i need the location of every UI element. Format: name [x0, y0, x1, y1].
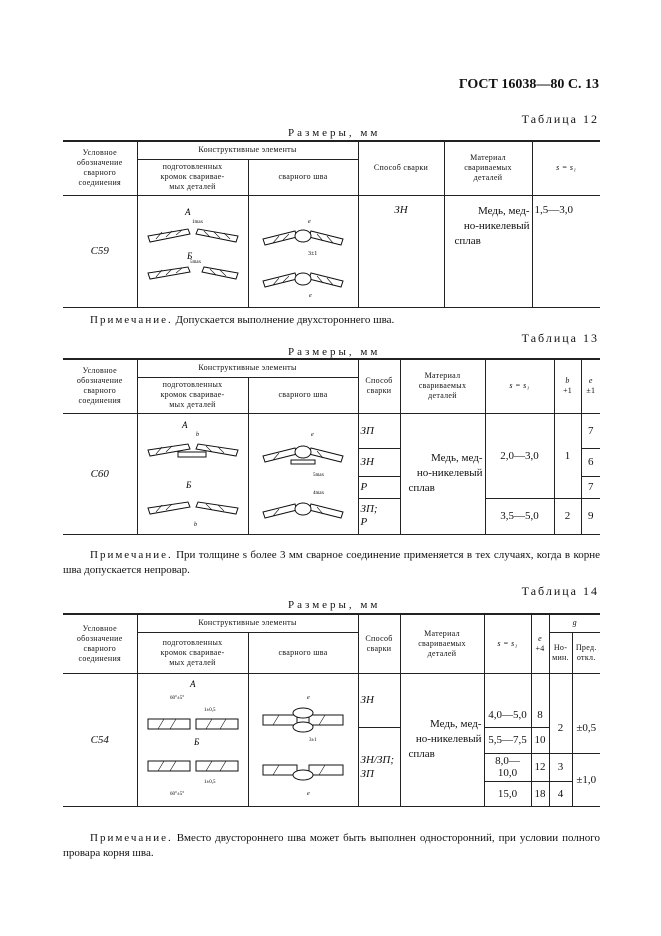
label-1max: 1max [192, 220, 204, 225]
table14-title: Таблица 14 [521, 584, 599, 598]
label-e: e [311, 431, 314, 438]
s-header: s = s₁ [485, 359, 554, 413]
c59-edges-drawing [140, 201, 245, 301]
s-value: 1,5—3,0 [532, 195, 600, 307]
e-header: e +4 [531, 614, 549, 673]
method-1: ЗН [358, 673, 400, 727]
e-value-4: 9 [581, 498, 600, 534]
label-bb: Б [186, 479, 192, 490]
edges-header: подготовленных кромок сваривае- мых деталей [137, 159, 248, 195]
label-3pm1: 3±1 [308, 251, 318, 257]
label-f05-a: 1±0,5 [204, 707, 216, 713]
seam-header: сварного шва [248, 632, 358, 673]
s-header: s = s₁ [532, 141, 600, 195]
label-e2: e [307, 790, 310, 797]
seam-header: сварного шва [248, 159, 358, 195]
e-value-2: 10 [531, 727, 549, 753]
designation-header: Условное обозначение сварного соединения [63, 141, 137, 195]
method-4: ЗП; Р [358, 498, 400, 534]
e-header: e ±1 [581, 359, 600, 413]
c59-seam-drawing [253, 199, 353, 303]
e-value-1: 7 [581, 413, 600, 448]
material-header: Материал свариваемых деталей [400, 614, 484, 673]
material-cell: Медь, мед- но-никелевый сплав [444, 195, 532, 307]
designation-header: Условное обозначение сварного соединения [63, 359, 137, 413]
material-header: Материал свариваемых деталей [444, 141, 532, 195]
e-value-3: 12 [531, 753, 549, 781]
method-header: Способ сварки [358, 614, 400, 673]
c60-seam-drawing [253, 414, 353, 534]
seam-drawing [248, 195, 358, 307]
c54-edges-drawing [140, 675, 245, 805]
joint-code: С59 [63, 195, 137, 307]
table12-title: Таблица 12 [521, 112, 599, 126]
table13-title: Таблица 13 [521, 331, 599, 345]
e-value-2: 6 [581, 448, 600, 476]
s-value-2: 5,5—7,5 [484, 727, 531, 753]
g-dev-1: ±0,5 [572, 703, 600, 753]
g-header: g [549, 614, 600, 632]
method-2: ЗН/ЗП; ЗП [358, 727, 400, 806]
method-2: ЗН [358, 448, 400, 476]
g-nom-header: Но- мин. [549, 632, 572, 673]
edges-drawing [137, 413, 248, 534]
e-value-1: 8 [531, 703, 549, 727]
seam-drawing [248, 413, 358, 534]
e-value-3: 7 [581, 476, 600, 498]
elements-header: Конструктивные элементы [137, 141, 358, 159]
label-a: А [190, 678, 196, 689]
label-a: А [182, 419, 188, 430]
method-3: Р [358, 476, 400, 498]
label-e2: e [309, 293, 312, 299]
c60-edges-drawing [140, 414, 245, 534]
label-5max: 5max [313, 472, 325, 478]
material-cell: Медь, мед- но-никелевый сплав [400, 413, 485, 534]
edges-drawing [137, 195, 248, 307]
joint-code: С54 [63, 673, 137, 806]
label-deg-b: 60°±5° [170, 791, 185, 797]
table13 [63, 358, 600, 535]
material-header: Материал свариваемых деталей [400, 359, 485, 413]
label-e: e [308, 219, 311, 225]
table14 [63, 613, 600, 807]
c54-seam-drawing [253, 675, 353, 805]
edges-drawing [137, 673, 248, 806]
table14-note: Примечание. Вместо двустороннего шва может быть выполнен односторонний, при условии полного провара корня шва. [63, 832, 600, 859]
edges-header: подготовленных кромок сваривае- мых деталей [137, 632, 248, 673]
g-nom-1: 2 [549, 703, 572, 753]
method-1: ЗП [358, 413, 400, 448]
label-4max: 4max [313, 490, 325, 496]
label-b: b [196, 431, 199, 438]
e-value-4: 18 [531, 781, 549, 806]
label-b: Б [194, 736, 200, 747]
table14-dims: Размеры, мм [288, 599, 381, 611]
label-3pm1: 3±1 [309, 737, 317, 743]
s-header: s = s₁ [484, 614, 531, 673]
b-header: b +1 [554, 359, 581, 413]
weld-method: ЗН [358, 195, 444, 307]
g-dev-2: ±1,0 [572, 753, 600, 806]
method-header: Способ сварки [358, 359, 400, 413]
material-cell: Медь, мед- но-никелевый сплав [400, 673, 484, 806]
joint-code: С60 [63, 413, 137, 534]
label-deg-a: 60°±5° [170, 695, 185, 701]
table12-note: Примечание. Допускается выполнение двухстороннего шва. [90, 314, 395, 326]
elements-header: Конструктивные элементы [137, 359, 358, 377]
seam-header: сварного шва [248, 377, 358, 413]
designation-header: Условное обозначение сварного соединения [63, 614, 137, 673]
table13-dims: Размеры, мм [288, 346, 381, 358]
g-nom-2: 3 [549, 753, 572, 781]
method-header: Способ сварки [358, 141, 444, 195]
s-value-4: 15,0 [484, 781, 531, 806]
label-5max: 5max [190, 260, 202, 265]
elements-header: Конструктивные элементы [137, 614, 358, 632]
table13-note: Примечание. При толщине s более 3 мм сварное соединение применяется в тех случаях, когда в корне шва допускается непровар. [63, 549, 601, 576]
s-value-3: 8,0—10,0 [484, 753, 531, 781]
label-b: Б [187, 251, 193, 261]
g-dev-header: Пред. откл. [572, 632, 600, 673]
table12-dims: Размеры, мм [288, 127, 381, 139]
s-value-2: 3,5—5,0 [485, 498, 554, 534]
table12 [63, 140, 600, 308]
b-value-1: 1 [554, 413, 581, 498]
s-value-1: 2,0—3,0 [485, 413, 554, 498]
page-header: ГОСТ 16038—80 С. 13 [458, 77, 599, 92]
edges-header: подготовленных кромок сваривае- мых деталей [137, 377, 248, 413]
b-value-2: 2 [554, 498, 581, 534]
g-nom-3: 4 [549, 781, 572, 806]
label-f05-b: 1±0,5 [204, 779, 216, 785]
label-a: А [185, 207, 191, 217]
seam-drawing [248, 673, 358, 806]
label-e: e [307, 694, 310, 701]
label-b2: b [194, 521, 197, 528]
s-value-1: 4,0—5,0 [484, 703, 531, 727]
